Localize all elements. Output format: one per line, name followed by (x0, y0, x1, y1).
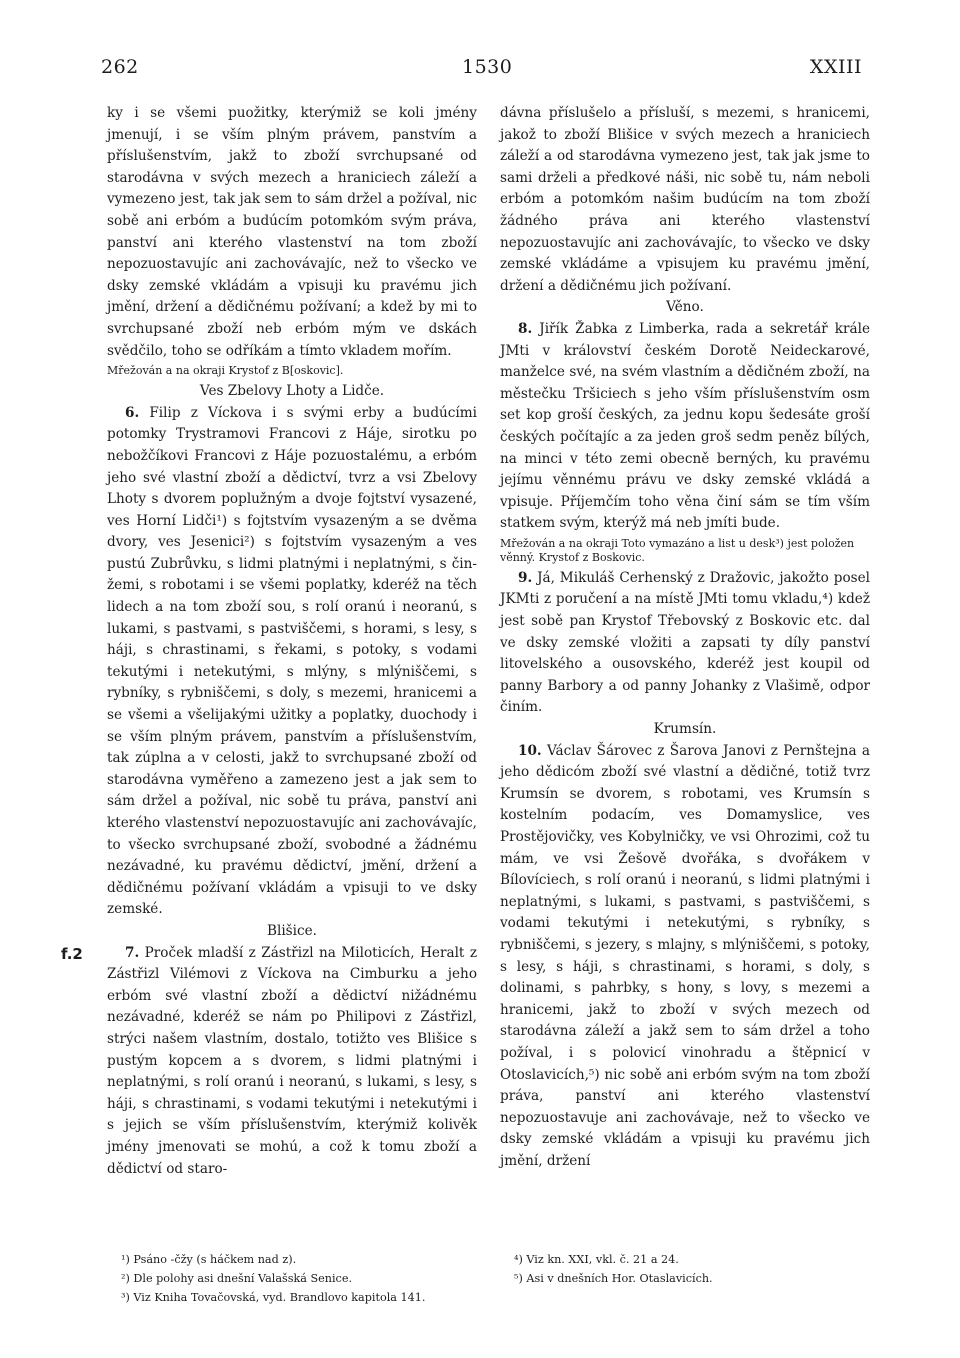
entry-paragraph (500, 319, 870, 535)
entry-number: 8. (518, 320, 533, 337)
entry-number: 7. (125, 944, 140, 961)
section-heading: Blišice. (267, 922, 317, 939)
section-heading: Ves Zbelovy Lhoty a Lidče. (199, 383, 385, 400)
section-heading: Krumsín. (653, 721, 717, 738)
left-column (107, 103, 477, 1180)
footnote: ⁴) Viz kn. XXI, vkl. č. 21 a 24. (514, 1253, 679, 1266)
footnote: ¹) Psáno -čžy (s háčkem nad z). (121, 1253, 297, 1266)
body-paragraph: dávna příslušelo a přísluší, s mezemi, s hranicemi, jakož to zboží Blišice v svých mezech a hraniciech záleží a od starodávna vymezeno jest, tak jak jsme to sami drželi a předkové náši, nic sobě tu, nám neboli erbóm a potomkóm našim budúcím na tom zboží žádného práva ani kterého vlastenství nepozuostavujíc ani zachovávajíc, to všecko ve dsky zemské vkládáme a vpisujem ku pravému jmění, držení a dědičnému jich požívaní. (500, 105, 870, 294)
entry-text: Proček mladší z Zástřizl na Miloticích, Heralt z Zástřizl Vilémovi z Víckova na Cimburku a jeho erbóm své vlastní zboží a dědictví nižádnému nezávadné, kderéž se nám po Philipovi z Zástřizl, strýci našem vlastním, dostalo, totižto ves Blišice s pustým kopcem a s dvorem, s lidmi platnými i neplatnými, s rolí oranú i neoranú, s lukami, s lesy, s háji, s chrastinami, s vodami tekutými i netekutými i s jejich se vším příslušenstvím, kterýmiž kolivěk jmény jmenovati se mohú, a což k tomu zboží a dědictví od staro- (107, 944, 477, 1177)
page-number: 262 (101, 56, 139, 78)
entry-text: Jiřík Žabka z Limberka, rada a sekretář krále JMti v království českém Dorotě Neideckarové, manželce své, na svém vlastním a dědičném zboží, na městečku Tršiciech s jeho vším příslušenstvím osm set kop groší českých, za jednu kopu šedesáte groší českých počítajíc a za jeden groš sedm peněz bílých, na minci v této zemi obecně berných, ku pravému jejímu věnnému právu ve dsky zemské vkládá a vpisuje. Příjemčím toho věna činí sám se tím vším statkem svým, kterýž má neb jmíti bude. (500, 320, 870, 532)
footnote: ⁵) Asi v dnešních Hor. Otaslavicích. (514, 1272, 713, 1285)
entry-number: 6. (125, 404, 140, 421)
entry-paragraph (500, 741, 870, 1173)
body-paragraph: ky i se všemi puožitky, kterýmiž se koli jmény jmenují, i se vším plným právem, panstvím a příslušenstvím, jakž to zboží svrchupsané od starodávna v svých mezech a hraniciech záleží a vymezeno jest, tak jak sem to sám držel a požíval, nic sobě ani erbóm a budúcím potomkóm svým práva, panství ani kterého vlastenství na tom zboží nepozuostavujíc ani zachovávajíc, než to všecko ve dsky zemské vkládám a vpisuji ku pravému jich jmění, držení a dědičnému požívaní; a kdež by mi to svrchupsané zboží neb erbóm mým ve dskách svědčilo, toho se odříkám a tímto vkladem mořím. (107, 105, 477, 359)
footnotes-left (121, 1250, 491, 1307)
editorial-note: Mřežován a na okraji Krystof z B[oskovic]. (107, 364, 344, 378)
entry-text: Václav Šárovec z Šarova Janovi z Pernštejna a jeho dědicóm zboží své vlastní a dědičné, totiž tvrz Krumsín se dvorem, s robotami, ves Krumsín s kostelním podacím, ves Domamyslice, ves Prostějovičky, ves Kobylničky, ve vsi Ohrozimi, což tu mám, ve vsi Žešově dvořáka, s dvořákem v Bílovíciech, s rolí oranú i neoranú, s lidmi platnými i neplatnými, s lukami, s pastvami, s pastviščemi, s vodami tekutými i netekutými, s rybníky, s rybniščemi, s jezery, s mlajny, s mlýniščemi, s potoky, s lesy, s háji, s chrastinami, s horami, s doly, s dolinami, s pahrbky, s hony, s lovy, s mezemi a hranicemi, jakž to zboží v svých mezech od starodávna záleží a jakž sem to sám držel a toho požíval, i s polovicí vinohradu a štěpnicí v Otoslavicích,⁵) nic sobě ani erbóm svým na tom zboží práva, panství ani kterého vlastenství nepozuostavuje ani zachovávaje, než to všecko ve dsky zemské vkládám a vpisuji ku pravému jich jmění, držení (500, 742, 870, 1169)
section-heading: Věno. (666, 299, 704, 316)
entry-number: 9. (518, 569, 533, 586)
entry-paragraph (500, 568, 870, 719)
right-column (500, 103, 870, 1173)
page-year: 1530 (462, 56, 513, 78)
footnotes-right (514, 1250, 874, 1288)
entry-paragraph (107, 943, 477, 1181)
footnote: ²) Dle polohy asi dnešní Valašská Senice. (121, 1272, 353, 1285)
entry-text: Filip z Víckova i s svými erby a budúcími potomky Trystramovi Francovi z Háje, sirotku po nebožčíkovi Francovi z Háje pozuostalému, a erbóm jeho své vlastní zboží a dědictví, tvrz a vsi Zbelovy Lhoty s dvorem poplužným a dvoje fojtství vysazené, ves Horní Lidči¹) s fojtstvím vysazeným a se dvěma dvory, ves Jesenici²) s fojtstvím vysazeným a ves pustú Zubrůvku, s lidmi platnými i neplatnými, s činžemi, s robotami i se všemi poplatky, kderéž na těch lidech a na tom zboží sou, s rolí oranú i neoranú, s lukami, s pastvami, s pastviščemi, s horami, s lesy, s háji, s chrastinami, s řekami, s potoky, s vodami tekutými i netekutými, s mlýny, s mlýniščemi, s rybníky, s rybniščemi, s doly, s mezemi, hranicemi a se všemi a všelijakými užitky a poplatky, duochody i se vším plným právem, panstvím a příslušenstvím, tak zúplna a v celosti, jakž to svrchupsané zboží od starodávna vyměřeno a zamezeno jest a jak sem to sám držel a požíval, nic sobě tu práva, panství ani kterého vlastenství nepozuostavujíc ani zachovávajíc, to všecko svrchupsané zboží, svobodné a žádnému nezávadné, ku pravému dědictví, jmění, držení a dědičnému požívaní vkládám a vpisuji to ve dsky zemské. (107, 404, 477, 918)
volume-number: XXIII (809, 56, 862, 78)
entry-paragraph (107, 403, 477, 921)
entry-text: Já, Mikuláš Cerhenský z Dražovic, jakožto posel JKMti z poručení a na místě JMti tomu vkladu,⁴) kdež jest sobě pan Krystof Třebovský z Boskovic etc. dal ve dsky zemské vložiti a zapsati ty díly panství litovelského a ousovského, kderéž jest koupil od panny Barbory a od panny Johanky z Vlašimě, odpor činím. (500, 569, 870, 716)
editorial-note: Mřežován a na okraji Toto vymazáno a list u desk³) jest položen věnný. Krystof z Boskovic. (500, 536, 855, 564)
footnote: ³) Viz Kniha Tovačovská, vyd. Brandlovo kapitola 141. (121, 1291, 426, 1304)
margin-note: f.2 (61, 945, 83, 963)
entry-number: 10. (518, 742, 542, 759)
